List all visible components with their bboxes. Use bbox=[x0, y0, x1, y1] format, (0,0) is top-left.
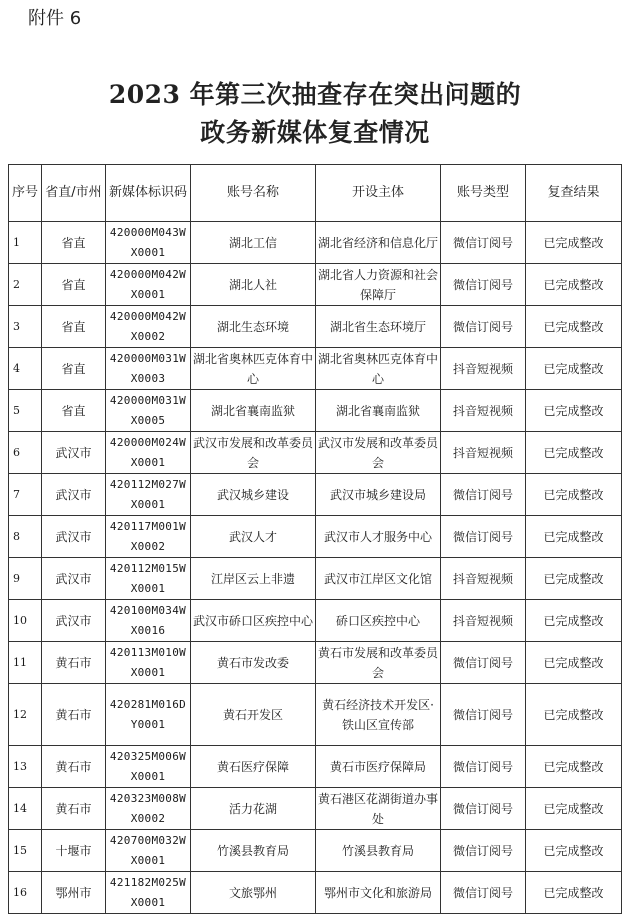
cell-account-type: 微信订阅号 bbox=[441, 642, 526, 684]
cell-account-name: 武汉人才 bbox=[191, 516, 316, 558]
cell-account-type: 抖音短视频 bbox=[441, 348, 526, 390]
cell-account-type: 微信订阅号 bbox=[441, 264, 526, 306]
table-row bbox=[9, 746, 622, 788]
cell-result: 已完成整改 bbox=[526, 684, 622, 746]
cell-region: 黄石市 bbox=[42, 746, 106, 788]
cell-code: 420117M001WX0002 bbox=[106, 516, 191, 558]
cell-code: 421182M025WX0001 bbox=[106, 872, 191, 914]
cell-result: 已完成整改 bbox=[526, 516, 622, 558]
cell-account-name: 文旅鄂州 bbox=[191, 872, 316, 914]
cell-account-type: 抖音短视频 bbox=[441, 432, 526, 474]
cell-region: 黄石市 bbox=[42, 788, 106, 830]
cell-region: 黄石市 bbox=[42, 684, 106, 746]
table-row bbox=[9, 600, 622, 642]
cell-seq: 9 bbox=[9, 558, 42, 600]
cell-account-name: 湖北生态环境 bbox=[191, 306, 316, 348]
cell-result: 已完成整改 bbox=[526, 264, 622, 306]
cell-result: 已完成整改 bbox=[526, 432, 622, 474]
cell-region: 武汉市 bbox=[42, 474, 106, 516]
cell-result: 已完成整改 bbox=[526, 222, 622, 264]
cell-account-name: 湖北人社 bbox=[191, 264, 316, 306]
cell-account-name: 黄石医疗保障 bbox=[191, 746, 316, 788]
cell-account-type: 微信订阅号 bbox=[441, 788, 526, 830]
cell-account-type: 微信订阅号 bbox=[441, 684, 526, 746]
cell-seq: 10 bbox=[9, 600, 42, 642]
cell-code: 420323M008WX0002 bbox=[106, 788, 191, 830]
cell-account-name: 黄石开发区 bbox=[191, 684, 316, 746]
cell-account-name: 湖北工信 bbox=[191, 222, 316, 264]
table-row bbox=[9, 830, 622, 872]
cell-code: 420112M027WX0001 bbox=[106, 474, 191, 516]
cell-result: 已完成整改 bbox=[526, 788, 622, 830]
table-row bbox=[9, 432, 622, 474]
cell-region: 鄂州市 bbox=[42, 872, 106, 914]
cell-seq: 2 bbox=[9, 264, 42, 306]
cell-result: 已完成整改 bbox=[526, 872, 622, 914]
cell-region: 十堰市 bbox=[42, 830, 106, 872]
cell-seq: 6 bbox=[9, 432, 42, 474]
document-title-line-2: 政务新媒体复查情况 bbox=[200, 118, 430, 147]
cell-region: 省直 bbox=[42, 264, 106, 306]
header-result: 复查结果 bbox=[526, 165, 622, 222]
cell-account-name: 竹溪县教育局 bbox=[191, 830, 316, 872]
cell-owner: 湖北省奥林匹克体育中心 bbox=[316, 348, 441, 390]
cell-seq: 4 bbox=[9, 348, 42, 390]
cell-result: 已完成整改 bbox=[526, 746, 622, 788]
cell-result: 已完成整改 bbox=[526, 558, 622, 600]
cell-code: 420113M010WX0001 bbox=[106, 642, 191, 684]
table-header-row bbox=[9, 165, 622, 222]
cell-owner: 武汉市江岸区文化馆 bbox=[316, 558, 441, 600]
cell-account-name: 武汉市发展和改革委员会 bbox=[191, 432, 316, 474]
cell-code: 420112M015WX0001 bbox=[106, 558, 191, 600]
cell-code: 420000M024WX0001 bbox=[106, 432, 191, 474]
table-row bbox=[9, 348, 622, 390]
table-row bbox=[9, 684, 622, 746]
cell-owner: 武汉市人才服务中心 bbox=[316, 516, 441, 558]
table-row bbox=[9, 390, 622, 432]
table-row bbox=[9, 642, 622, 684]
cell-code: 420000M042WX0001 bbox=[106, 264, 191, 306]
cell-account-type: 微信订阅号 bbox=[441, 830, 526, 872]
cell-region: 省直 bbox=[42, 222, 106, 264]
cell-account-type: 微信订阅号 bbox=[441, 872, 526, 914]
cell-result: 已完成整改 bbox=[526, 600, 622, 642]
cell-code: 420000M042WX0002 bbox=[106, 306, 191, 348]
cell-account-type: 微信订阅号 bbox=[441, 222, 526, 264]
cell-result: 已完成整改 bbox=[526, 390, 622, 432]
table-row bbox=[9, 306, 622, 348]
table-row bbox=[9, 516, 622, 558]
cell-owner: 黄石市医疗保障局 bbox=[316, 746, 441, 788]
cell-code: 420700M032WX0001 bbox=[106, 830, 191, 872]
cell-code: 420000M031WX0005 bbox=[106, 390, 191, 432]
cell-seq: 8 bbox=[9, 516, 42, 558]
cell-owner: 湖北省经济和信息化厅 bbox=[316, 222, 441, 264]
cell-seq: 1 bbox=[9, 222, 42, 264]
cell-account-name: 武汉城乡建设 bbox=[191, 474, 316, 516]
cell-owner: 黄石经济技术开发区·铁山区宣传部 bbox=[316, 684, 441, 746]
cell-account-type: 微信订阅号 bbox=[441, 516, 526, 558]
header-seq: 序号 bbox=[9, 165, 42, 222]
table-row bbox=[9, 872, 622, 914]
cell-owner: 武汉市城乡建设局 bbox=[316, 474, 441, 516]
cell-account-name: 黄石市发改委 bbox=[191, 642, 316, 684]
cell-owner: 鄂州市文化和旅游局 bbox=[316, 872, 441, 914]
cell-region: 武汉市 bbox=[42, 600, 106, 642]
header-owner: 开设主体 bbox=[316, 165, 441, 222]
review-table bbox=[8, 164, 622, 914]
table-row bbox=[9, 788, 622, 830]
cell-result: 已完成整改 bbox=[526, 348, 622, 390]
cell-seq: 3 bbox=[9, 306, 42, 348]
cell-seq: 16 bbox=[9, 872, 42, 914]
cell-seq: 13 bbox=[9, 746, 42, 788]
cell-account-type: 微信订阅号 bbox=[441, 746, 526, 788]
cell-account-name: 武汉市硚口区疾控中心 bbox=[191, 600, 316, 642]
cell-seq: 12 bbox=[9, 684, 42, 746]
cell-region: 武汉市 bbox=[42, 558, 106, 600]
cell-owner: 湖北省襄南监狱 bbox=[316, 390, 441, 432]
cell-result: 已完成整改 bbox=[526, 830, 622, 872]
cell-seq: 11 bbox=[9, 642, 42, 684]
cell-result: 已完成整改 bbox=[526, 642, 622, 684]
table-row bbox=[9, 474, 622, 516]
table-row bbox=[9, 264, 622, 306]
cell-code: 420000M043WX0001 bbox=[106, 222, 191, 264]
cell-code: 420100M034WX0016 bbox=[106, 600, 191, 642]
header-region: 省直/市州 bbox=[42, 165, 106, 222]
cell-region: 省直 bbox=[42, 306, 106, 348]
cell-account-type: 微信订阅号 bbox=[441, 474, 526, 516]
attachment-label: 附件 6 bbox=[28, 8, 82, 29]
cell-account-name: 活力花湖 bbox=[191, 788, 316, 830]
cell-owner: 武汉市发展和改革委员会 bbox=[316, 432, 441, 474]
cell-region: 黄石市 bbox=[42, 642, 106, 684]
cell-code: 420000M031WX0003 bbox=[106, 348, 191, 390]
cell-seq: 15 bbox=[9, 830, 42, 872]
header-account-name: 账号名称 bbox=[191, 165, 316, 222]
header-account-type: 账号类型 bbox=[441, 165, 526, 222]
cell-owner: 黄石港区花湖街道办事处 bbox=[316, 788, 441, 830]
cell-result: 已完成整改 bbox=[526, 306, 622, 348]
cell-owner: 竹溪县教育局 bbox=[316, 830, 441, 872]
cell-account-name: 湖北省襄南监狱 bbox=[191, 390, 316, 432]
header-code: 新媒体标识码 bbox=[106, 165, 191, 222]
cell-seq: 14 bbox=[9, 788, 42, 830]
cell-account-name: 江岸区云上非遗 bbox=[191, 558, 316, 600]
cell-seq: 7 bbox=[9, 474, 42, 516]
table-row bbox=[9, 222, 622, 264]
cell-result: 已完成整改 bbox=[526, 474, 622, 516]
table-row bbox=[9, 558, 622, 600]
cell-code: 420281M016DY0001 bbox=[106, 684, 191, 746]
cell-code: 420325M006WX0001 bbox=[106, 746, 191, 788]
cell-account-name: 湖北省奥林匹克体育中心 bbox=[191, 348, 316, 390]
cell-account-type: 抖音短视频 bbox=[441, 600, 526, 642]
cell-region: 武汉市 bbox=[42, 516, 106, 558]
cell-owner: 湖北省生态环境厅 bbox=[316, 306, 441, 348]
cell-region: 省直 bbox=[42, 348, 106, 390]
cell-seq: 5 bbox=[9, 390, 42, 432]
cell-owner: 湖北省人力资源和社会保障厅 bbox=[316, 264, 441, 306]
cell-owner: 黄石市发展和改革委员会 bbox=[316, 642, 441, 684]
cell-account-type: 微信订阅号 bbox=[441, 306, 526, 348]
cell-account-type: 抖音短视频 bbox=[441, 558, 526, 600]
document-title-line-1: 2023 年第三次抽查存在突出问题的 bbox=[108, 80, 522, 109]
cell-account-type: 抖音短视频 bbox=[441, 390, 526, 432]
cell-region: 武汉市 bbox=[42, 432, 106, 474]
cell-region: 省直 bbox=[42, 390, 106, 432]
cell-owner: 硚口区疾控中心 bbox=[316, 600, 441, 642]
